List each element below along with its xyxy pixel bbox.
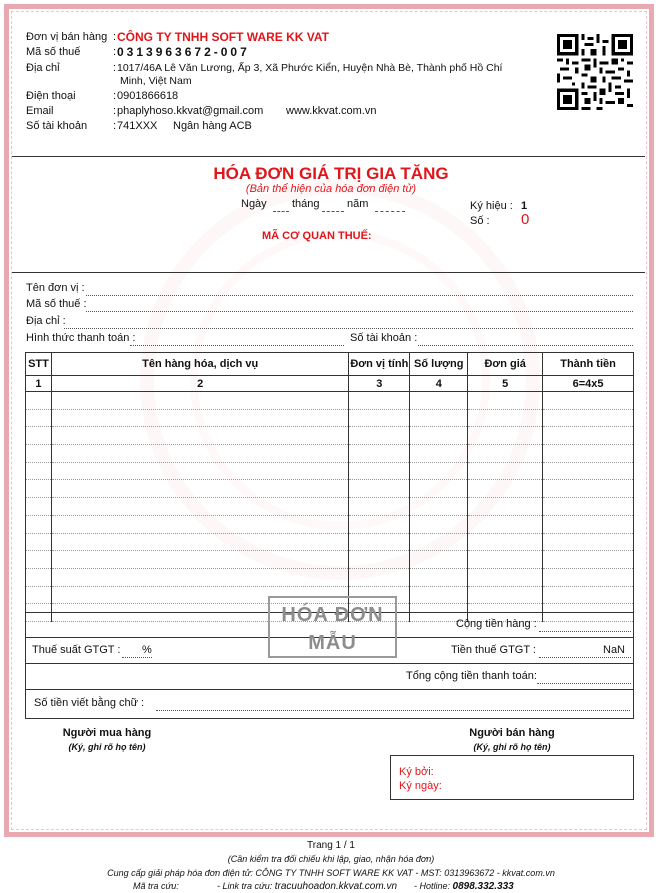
vat-amount-label: Tiền thuế GTGT : [451, 644, 536, 656]
table-cell [410, 462, 468, 480]
grand-total-field [537, 673, 631, 684]
table-cell [468, 427, 543, 445]
table-row [26, 480, 634, 498]
seller-name: CÔNG TY TNHH SOFT WARE KK VAT [117, 30, 329, 44]
table-cell [51, 445, 348, 463]
table-cell [349, 462, 410, 480]
table-cell [51, 551, 348, 569]
date-day-field [273, 201, 289, 212]
table-cell [51, 498, 348, 516]
table-cell [349, 427, 410, 445]
table-cell [410, 533, 468, 551]
table-header-row [26, 353, 634, 376]
vat-rate-label: Thuế suất GTGT : [32, 644, 121, 656]
grand-total-row [25, 663, 634, 690]
digital-signature-box [390, 755, 634, 800]
table-cell [349, 498, 410, 516]
seller-address-line1: 1017/46A Lê Văn Lương, Ấp 3, Xã Phước Kiển, Huyện Nhà Bè, Thành phố Hồ Chí [117, 62, 503, 74]
table-cell [26, 568, 52, 586]
table-cell [468, 568, 543, 586]
table-row [26, 515, 634, 533]
table-row [26, 498, 634, 516]
seller-signature-note: (Ký, ghi rõ họ tên) [473, 742, 551, 752]
table-cell [349, 445, 410, 463]
buyer-signature-title: Người mua hàng [62, 727, 152, 739]
footer-note: (Cần kiểm tra đối chiếu khi lập, giao, nhận hóa đơn) [227, 854, 435, 864]
table-cell [349, 409, 410, 427]
hotline: - Hotline: 0898.332.333 [414, 881, 514, 892]
date-month-label: tháng [292, 198, 320, 210]
lookup-link[interactable]: - Link tra cứu: tracuuhoadon.kkvat.com.vn [217, 881, 398, 892]
signed-date-label: Ký ngày: [399, 780, 442, 792]
col-number-1: 1 [26, 376, 52, 392]
buyer-divider [12, 272, 645, 273]
table-cell [410, 586, 468, 604]
watermark-line1: HÓA ĐƠN [281, 604, 384, 626]
subtotal-label: Cộng tiền hàng : [456, 618, 537, 630]
header-unit-price: Đơn giá [468, 353, 543, 376]
header-amount: Thành tiền [543, 353, 634, 376]
table-row [26, 409, 634, 427]
buyer-signature-note: (Ký, ghi rõ họ tên) [68, 742, 146, 752]
buyer-account-field[interactable] [418, 335, 633, 346]
table-row [26, 427, 634, 445]
invoice-title: HÓA ĐƠN GIÁ TRỊ GIA TĂNG [213, 164, 449, 183]
table-cell [468, 392, 543, 410]
vat-rate-unit: % [142, 644, 152, 656]
items-table [25, 352, 634, 622]
buyer-account-label: Số tài khoản : [350, 332, 418, 344]
buyer-tax-label: Mã số thuế : [26, 298, 87, 310]
amount-in-words-label: Số tiền viết bằng chữ : [34, 697, 145, 709]
col-number-2: 2 [51, 376, 348, 392]
qr-code-icon [557, 34, 633, 110]
sample-watermark [268, 596, 397, 658]
table-cell [543, 480, 634, 498]
table-cell [468, 409, 543, 427]
header-item-name: Tên hàng hóa, dịch vụ [51, 353, 348, 376]
table-cell [349, 480, 410, 498]
symbol-label: Ký hiệu : [470, 200, 513, 212]
buyer-tax-field[interactable] [86, 301, 633, 312]
table-cell [468, 586, 543, 604]
table-cell [26, 551, 52, 569]
table-cell [51, 515, 348, 533]
table-cell [410, 498, 468, 516]
date-month-field [322, 201, 344, 212]
buyer-address-label: Địa chỉ : [26, 315, 66, 327]
table-cell [51, 568, 348, 586]
payment-method-field[interactable] [130, 335, 344, 346]
table-cell [349, 515, 410, 533]
table-cell [51, 480, 348, 498]
table-cell [543, 568, 634, 586]
seller-phone: 0901866618 [117, 90, 179, 102]
col-number-3: 3 [349, 376, 410, 392]
table-cell [349, 392, 410, 410]
seller-address-line2: Minh, Việt Nam [120, 75, 192, 87]
table-cell [543, 445, 634, 463]
seller-tax-code: 0313963672-007 [117, 45, 250, 59]
table-cell [26, 533, 52, 551]
table-cell [410, 480, 468, 498]
table-cell [26, 427, 52, 445]
date-day-label: Ngày [241, 198, 267, 210]
table-row [26, 551, 634, 569]
seller-name-label: Đơn vị bán hàng [26, 31, 108, 43]
vat-amount-value: NaN [603, 644, 626, 656]
col-number-5: 5 [468, 376, 543, 392]
table-cell [468, 533, 543, 551]
header-divider [12, 156, 645, 157]
tax-authority-code: MÃ CƠ QUAN THUẾ: [262, 230, 372, 242]
table-row [26, 445, 634, 463]
table-cell [468, 462, 543, 480]
table-cell [543, 515, 634, 533]
table-cell [410, 409, 468, 427]
table-cell [543, 392, 634, 410]
table-cell [468, 551, 543, 569]
seller-phone-label: Điện thoại [26, 90, 76, 102]
table-cell [349, 533, 410, 551]
table-cell [51, 409, 348, 427]
date-year-label: năm [347, 198, 369, 210]
table-row [26, 462, 634, 480]
table-cell [543, 427, 634, 445]
table-cell [410, 515, 468, 533]
watermark-line2: MẪU [308, 632, 357, 654]
item-rows [26, 392, 634, 622]
seller-email: phaplyhoso.kkvat@gmail.com [117, 105, 264, 117]
table-cell [468, 498, 543, 516]
buyer-unit-label: Tên đơn vị : [26, 282, 85, 294]
table-cell [349, 551, 410, 569]
table-row [26, 392, 634, 410]
table-cell [543, 533, 634, 551]
table-cell [26, 498, 52, 516]
table-cell [468, 480, 543, 498]
table-cell [51, 462, 348, 480]
page-number: Trang 1 / 1 [307, 840, 355, 851]
table-cell [543, 462, 634, 480]
table-cell [410, 551, 468, 569]
table-cell [51, 533, 348, 551]
seller-bank: Ngân hàng ACB [173, 120, 252, 132]
payment-method-label: Hình thức thanh toán : [26, 332, 136, 344]
footer-provider: Cung cấp giải pháp hóa đơn điện tử: CÔNG TY TNHH SOFT WARE KK VAT - MST: 0313963672 - kkvat.com.vn [107, 868, 555, 878]
buyer-address-field[interactable] [64, 318, 633, 329]
subtotal-field [539, 621, 631, 632]
table-cell [543, 498, 634, 516]
table-row [26, 568, 634, 586]
table-cell [51, 427, 348, 445]
lookup-code-label: Mã tra cứu: [133, 881, 179, 891]
buyer-unit-field[interactable] [86, 285, 633, 296]
table-cell [26, 515, 52, 533]
date-year-field [375, 201, 405, 212]
seller-website: www.kkvat.com.vn [286, 105, 377, 117]
table-cell [410, 427, 468, 445]
table-cell [26, 586, 52, 604]
table-cell [26, 480, 52, 498]
table-cell [468, 515, 543, 533]
seller-signature-title: Người bán hàng [469, 727, 555, 739]
symbol-value: 1 [521, 200, 528, 212]
amount-in-words-field [156, 700, 630, 711]
invoice-number: 0 [521, 211, 530, 228]
table-cell [543, 586, 634, 604]
seller-address-label: Địa chỉ [26, 62, 60, 74]
col-number-6: 6=4x5 [543, 376, 634, 392]
table-cell [410, 568, 468, 586]
table-row [26, 533, 634, 551]
seller-email-label: Email [26, 105, 54, 117]
signed-by-label: Ký bởi: [399, 766, 434, 778]
header-unit: Đơn vị tính [349, 353, 410, 376]
table-cell [26, 409, 52, 427]
seller-account-label: Số tài khoản [26, 120, 88, 132]
number-label: Số : [470, 215, 490, 227]
table-cell [410, 392, 468, 410]
header-stt: STT [26, 353, 52, 376]
seller-account: 741XXX [117, 120, 158, 132]
table-cell [51, 392, 348, 410]
amount-in-words-row [25, 689, 634, 719]
seller-tax-label: Mã số thuế [26, 46, 81, 58]
col-number-4: 4 [410, 376, 468, 392]
header-quantity: Số lượng [410, 353, 468, 376]
table-cell [468, 445, 543, 463]
table-cell [26, 445, 52, 463]
table-cell [543, 551, 634, 569]
table-cell [26, 392, 52, 410]
table-cell [349, 568, 410, 586]
grand-total-label: Tổng cộng tiền thanh toán: [406, 670, 537, 682]
table-number-row [26, 376, 634, 392]
table-cell [410, 445, 468, 463]
invoice-subtitle: (Bản thể hiện của hóa đơn điện tử) [245, 183, 417, 195]
table-cell [543, 409, 634, 427]
table-cell [26, 462, 52, 480]
